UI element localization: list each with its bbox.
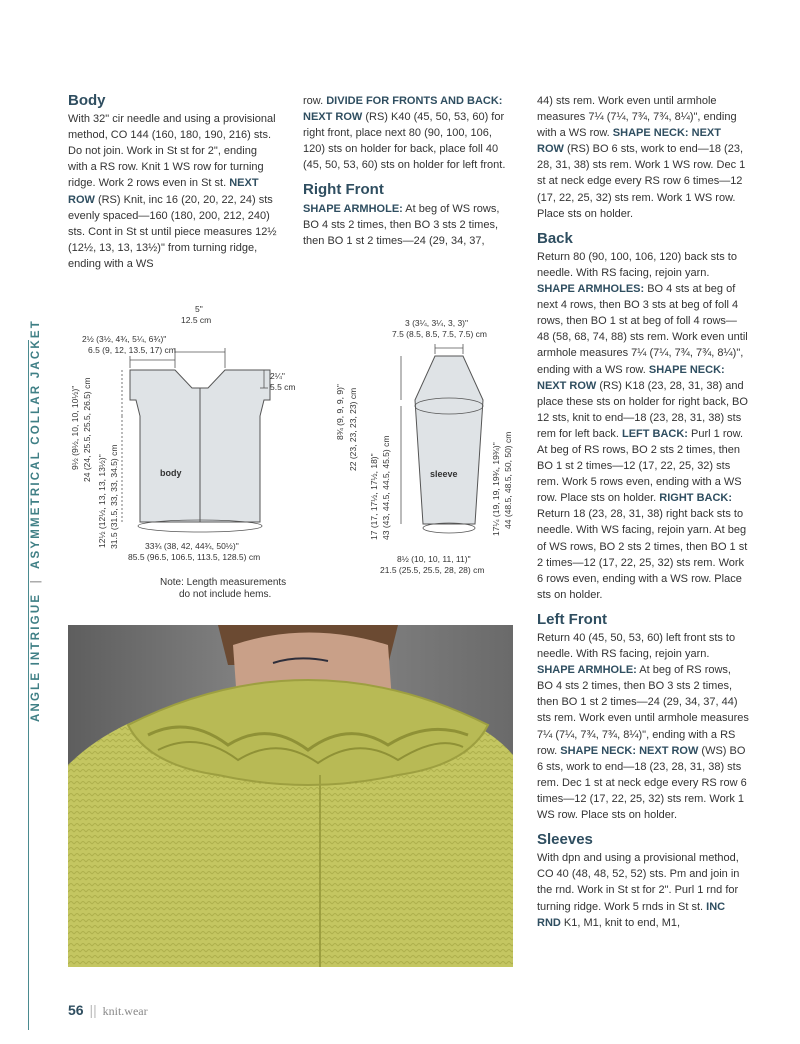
column-body [68, 93, 278, 272]
divide-paragraph [303, 93, 513, 173]
sidebar-title-sep: | [30, 577, 42, 584]
sl-text-2: K1, M1, knit to end, M1, [560, 916, 681, 929]
back-paragraph [537, 249, 749, 603]
magazine-brand: knit.wear [102, 1004, 148, 1018]
sleeve-top-in: 3 (3¼, 3¼, 3, 3)" [405, 318, 469, 328]
body-shoulder-in: 2½ (3½, 4¾, 5¼, 6¾)" [82, 334, 167, 344]
body-schematic-drawing [120, 340, 280, 540]
lf-text-1: Return 40 (45, 50, 53, 60) left front sts to needle. With RS facing, rejoin yarn. [537, 632, 736, 661]
divide-text-1: row. [303, 95, 327, 107]
body-note-line2: do not include hems. [179, 589, 272, 600]
back-text-3: (RS) K18 (23, 28, 31, 38) and place these sts on holder for right back, BO 12 sts, knit to end—18 (23, 28, 31, 38) sts rem for left back. [537, 379, 748, 440]
back-text-5: Return 18 (23, 28, 31, 38) right back sts to needle. With WS facing, rejoin yarn. At beg of WS rows, BO 2 sts 2 times, then BO 1 st 2 times—12 (17, 22, 25, 32) sts rem. Work 6 rows even, ending with a WS row. Place sts on holder. [537, 508, 748, 601]
divide-text-2: (RS) K40 (45, 50, 53, 60) for right front, place next 80 (90, 100, 106, 120) sts on holder for back, place foll 40 (45, 50, 53, 60) sts on holder for left front. [303, 111, 506, 172]
footer-separator: || [89, 1002, 97, 1018]
body-keyword-1: NEXT ROW [68, 177, 259, 206]
sleeve-shape [415, 356, 483, 524]
right-front-keyword: SHAPE ARMHOLE: [303, 202, 403, 215]
back-text-2: BO 4 sts at beg of next 4 rows, then BO 3 sts at beg of foll 4 rows, then BO 1 st at beg of foll 4 rows—48 (58, 68, 74, 88) sts rem. Work even until armhole measures 7¼ (7¼, 7¾, 7¾, 8¼)", ending with a WS row. [537, 283, 748, 376]
sleeves-paragraph [537, 850, 749, 930]
sleeve-cuff-cm: 21.5 (25.5, 25.5, 28, 28) cm [380, 565, 485, 575]
body-text-2: (RS) Knit, inc 16 (20, 20, 22, 24) sts evenly spaced—160 (180, 200, 212, 240) sts. Cont in St st until piece measures 12½ (12½, 13, 13, 13½)" from turning ridge, ending with a WS [68, 193, 277, 270]
body-paragraph [68, 111, 278, 272]
right-front-paragraph [303, 201, 513, 249]
sleeve-cap-cm: 22 (23, 23, 23, 23) cm [348, 387, 358, 471]
body-neckdepth-in: 2¼" [270, 371, 285, 381]
heading-sleeves: Sleeves [537, 831, 593, 849]
body-shoulder-cm: 6.5 (9, 12, 13.5, 17) cm [88, 345, 176, 355]
sleeve-top-cm: 7.5 (8.5, 8.5, 7.5, 7.5) cm [392, 329, 487, 339]
divide-keyword: DIVIDE FOR FRONTS AND BACK: NEXT ROW [303, 95, 503, 124]
body-label: body [160, 468, 182, 478]
column-right-front [303, 93, 513, 249]
sleeve-schematic-drawing [395, 340, 505, 540]
body-note-line1: Note: Length measurements [160, 577, 287, 588]
heading-right-front: Right Front [303, 181, 384, 199]
left-front-paragraph [537, 630, 749, 823]
sleeve-length-cm: 43 (43, 44.5, 44.5, 45.5) cm [381, 435, 391, 540]
lf-text-2: At beg of RS rows, BO 4 sts 2 times, then BO 3 sts 2 times, then BO 1 st 2 times—24 (29, 34, 37, 44) sts rem. Work even until armhole measures 7¼ (7¼, 7¾, 7¾, 8¼)", ending with a RS row. [537, 664, 749, 757]
body-neck-in: 5" [195, 304, 203, 314]
rf-cont-keyword: SHAPE NECK: NEXT ROW [537, 127, 721, 156]
sidebar-rule [28, 340, 29, 1030]
rf-cont-text-2: (RS) BO 6 sts, work to end—18 (23, 28, 31, 38) sts rem. Work 1 WS row. Dec 1 st at neck edge every RS row 6 times—12 (17, 22, 25, 32) sts rem. Work 1 WS row. Place sts on holder. [537, 143, 746, 220]
back-keyword-1: SHAPE ARMHOLES: [537, 283, 645, 296]
page-footer [68, 1002, 148, 1019]
body-width-in: 33¾ (38, 42, 44¾, 50½)" [145, 541, 239, 551]
sleeve-cuff-in: 8½ (10, 10, 11, 11)" [397, 554, 471, 564]
sl-keyword-1: INC RND [537, 900, 726, 929]
body-armhole-cm: 24 (24, 25.5, 25.5, 26.5) cm [82, 377, 92, 482]
sidebar-title-part2: ASYMMETRICAL COLLAR JACKET [30, 319, 42, 569]
back-text-4: Purl 1 row. At beg of RS rows, BO 2 sts 2 times, then BO 1 st 2 times—12 (17, 22, 25, 32) sts rem. Work 5 rows even, ending with a WS row. Place sts on holder. [537, 427, 744, 505]
body-neckdepth-cm: 5.5 cm [270, 382, 296, 392]
sl-text-1: With dpn and using a provisional method, CO 40 (48, 48, 52, 52) sts. Pm and join in the rnd. Work in St st for 2". Purl 1 rnd for turning ridge. Work 5 rnds in St st. [537, 852, 740, 913]
lf-keyword-2: SHAPE NECK: NEXT ROW [560, 744, 699, 757]
heading-body: Body [68, 92, 106, 109]
right-front-text: At beg of WS rows, BO 4 sts 2 times, then BO 3 sts 2 times, then BO 1 st 2 times—24 (29, 34, 37, [303, 202, 500, 247]
sleeve-upper-cm: 44 (48.5, 48.5, 50, 50) cm [503, 431, 513, 529]
body-length-cm: 31.5 (31.5, 33, 33, 34.5) cm [109, 444, 119, 549]
sweater-photo [68, 625, 513, 967]
body-armhole-in: 9½ (9½, 10, 10, 10½)" [70, 385, 80, 470]
sleeve-label: sleeve [430, 469, 458, 479]
rf-cont-text-1: 44) sts rem. Work even until armhole measures 7¼ (7¼, 7¾, 7¾, 8¼)", ending with a WS row. [537, 95, 737, 140]
page-number: 56 [68, 1002, 84, 1018]
sweater-photo-illustration [68, 625, 513, 967]
column-back [537, 93, 749, 931]
back-keyword-4: RIGHT BACK: [659, 492, 733, 505]
body-length-in: 12½ (12½, 13, 13, 13½)" [97, 454, 107, 548]
back-keyword-2: SHAPE NECK: NEXT ROW [537, 363, 725, 392]
back-text-1: Return 80 (90, 100, 106, 120) back sts to needle. With RS facing, rejoin yarn. [537, 250, 737, 279]
body-text-1: With 32" cir needle and using a provisional method, CO 144 (160, 180, 190, 216) sts. Do not join. Work in St st for 2", ending with a RS row. Knit 1 WS row for turning ridge. Work 2 rows even in St st. [68, 113, 276, 190]
body-neck-cm: 12.5 cm [181, 315, 212, 325]
sidebar-title-part1: ANGLE INTRIGUE [30, 592, 42, 722]
heading-back: Back [537, 229, 573, 247]
lf-text-3: (WS) BO 6 sts, work to end—18 (23, 28, 31, 38) sts rem. Dec 1 st at neck edge every RS row 6 times—12 (17, 22, 25, 32) sts rem. Work 1 WS row. Place sts on holder. [537, 744, 747, 822]
right-front-cont-paragraph [537, 93, 749, 222]
back-keyword-3: LEFT BACK: [621, 427, 688, 440]
sleeve-cap-in: 8¾ (9, 9, 9, 9)" [335, 384, 345, 440]
heading-left-front: Left Front [537, 610, 607, 628]
lf-keyword-1: SHAPE ARMHOLE: [537, 664, 637, 677]
sleeve-upper-in: 17¼ (19, 19, 19¾, 19¾)" [491, 442, 501, 536]
body-width-cm: 85.5 (96.5, 106.5, 113.5, 128.5) cm [128, 552, 261, 562]
sidebar-title [30, 319, 42, 722]
sleeve-length-in: 17 (17, 17½, 17½, 18)" [369, 453, 379, 540]
